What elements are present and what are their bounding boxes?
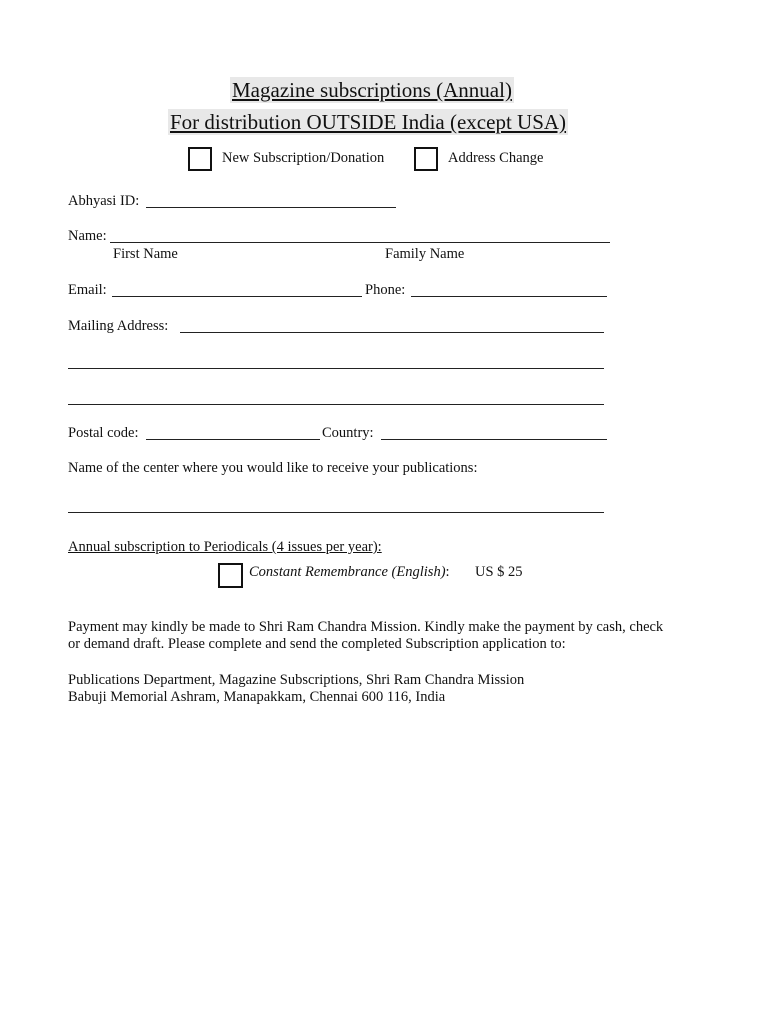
payment-text-line-2: or demand draft. Please complete and send the completed Subscription application to: bbox=[68, 636, 566, 652]
abhyasi-id-label: Abhyasi ID: bbox=[68, 193, 140, 209]
payment-text-line-1: Payment may kindly be made to Shri Ram Chandra Mission. Kindly make the payment by cash, check bbox=[68, 619, 664, 635]
mailing-address-field-1[interactable] bbox=[180, 332, 604, 333]
mailing-address-label: Mailing Address: bbox=[68, 318, 169, 334]
postal-code-field[interactable] bbox=[146, 439, 320, 440]
name-field[interactable] bbox=[110, 242, 610, 243]
mailing-address-line-2: Babuji Memorial Ashram, Manapakkam, Chennai 600 116, India bbox=[68, 689, 446, 705]
phone-label: Phone: bbox=[365, 282, 406, 298]
mailing-address-field-3[interactable] bbox=[68, 404, 604, 405]
address-change-checkbox[interactable] bbox=[414, 147, 438, 171]
mailing-address-line-1: Publications Department, Magazine Subscriptions, Shri Ram Chandra Mission bbox=[68, 672, 525, 688]
constant-remembrance-label: Constant Remembrance (English): bbox=[249, 564, 450, 580]
subscription-heading: Annual subscription to Periodicals (4 issues per year): bbox=[68, 539, 382, 555]
country-label: Country: bbox=[322, 425, 374, 441]
phone-field[interactable] bbox=[411, 296, 607, 297]
abhyasi-id-field[interactable] bbox=[146, 207, 396, 208]
subscription-price: US $ 25 bbox=[475, 564, 523, 580]
family-name-caption: Family Name bbox=[385, 246, 465, 262]
new-subscription-label: New Subscription/Donation bbox=[222, 150, 385, 166]
country-field[interactable] bbox=[381, 439, 607, 440]
first-name-caption: First Name bbox=[113, 246, 178, 262]
form-title: Magazine subscriptions (Annual) bbox=[232, 78, 512, 102]
constant-remembrance-checkbox[interactable] bbox=[218, 563, 243, 588]
mailing-address-field-2[interactable] bbox=[68, 368, 604, 369]
new-subscription-checkbox[interactable] bbox=[188, 147, 212, 171]
center-field[interactable] bbox=[68, 512, 604, 513]
center-question: Name of the center where you would like to receive your publications: bbox=[68, 460, 478, 476]
email-field[interactable] bbox=[112, 296, 362, 297]
form-subtitle: For distribution OUTSIDE India (except USA) bbox=[170, 110, 567, 134]
email-label: Email: bbox=[68, 282, 107, 298]
postal-code-label: Postal code: bbox=[68, 425, 139, 441]
name-label: Name: bbox=[68, 228, 107, 244]
address-change-label: Address Change bbox=[448, 150, 544, 166]
